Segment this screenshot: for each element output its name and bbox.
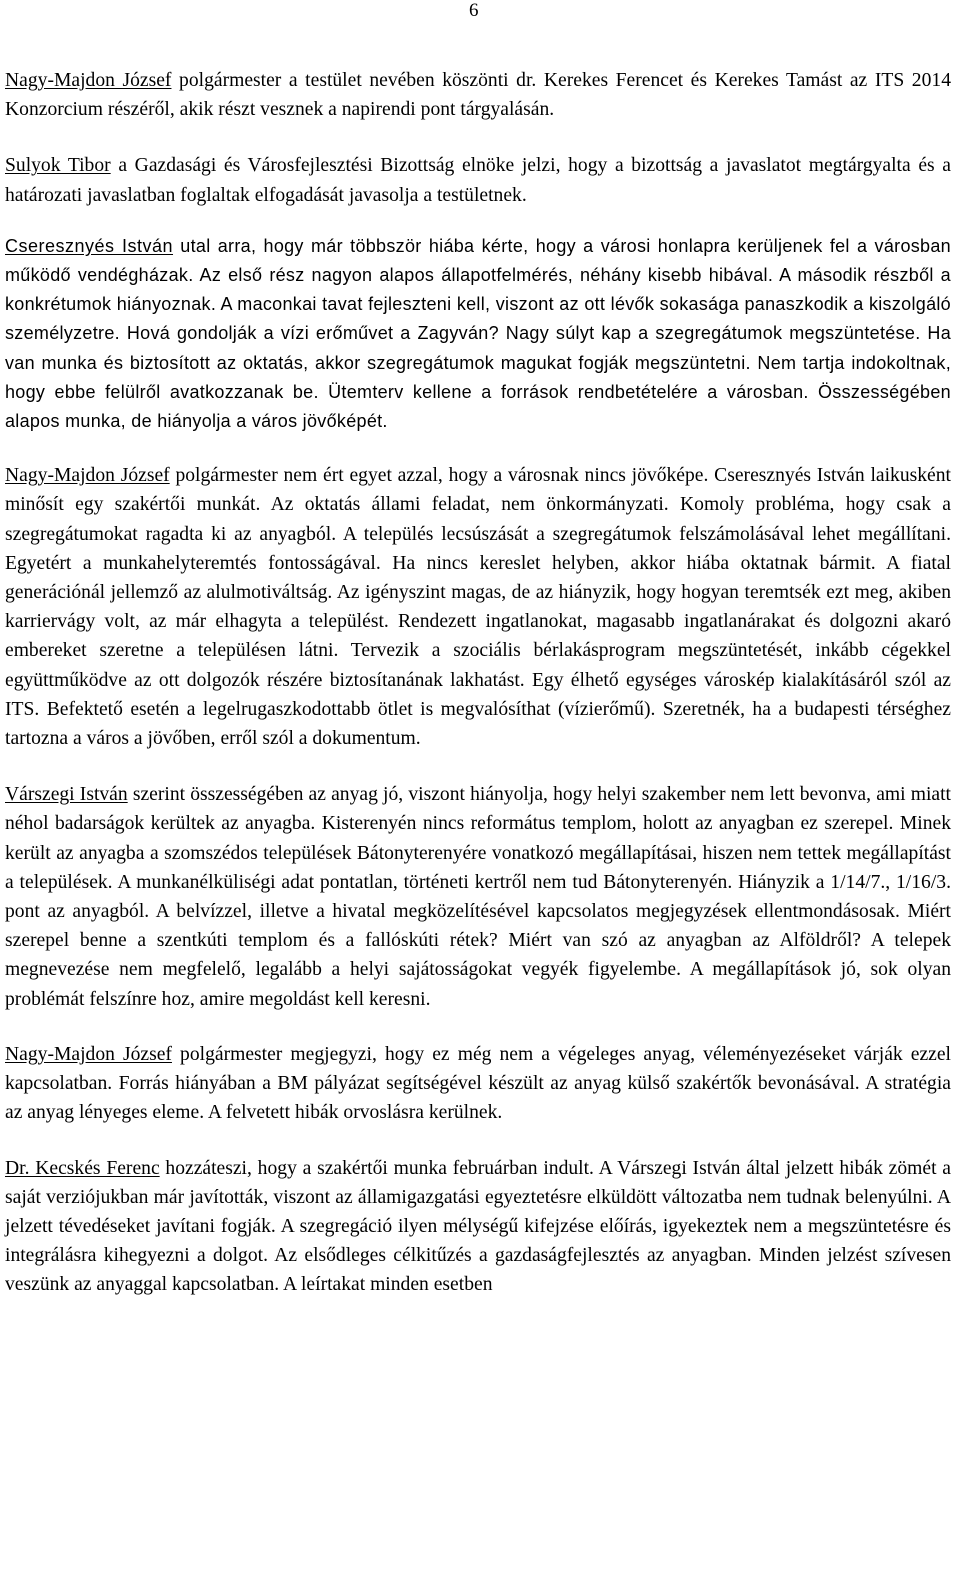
paragraph	[5, 232, 951, 436]
speaker-name: Nagy-Majdon József	[5, 1043, 172, 1065]
paragraph-text: a Gazdasági és Városfejlesztési Bizottság elnöke jelzi, hogy a bizottság a javaslatot megtárgyalta és a határozati javaslatban foglaltak elfogadását javasolja a testületnek.	[5, 155, 951, 206]
paragraph-text: hozzáteszi, hogy a szakértői munka februárban indult. A Várszegi István által jelzett hibák zömét a saját verziójukban már javították, viszont az államigazgatási egyeztetésre elküldött változatba nem tudnak belenyúlni. A jelzett tévedéseket javítani fogják. A szegregáció ilyen mélységű kifejzése előírás, igyekeztek nem a megszüntetésre és integrálásra kihegyezni a dolgot. Az elsődleges célkitűzés a gazdaságfejlesztés az anyagban. Minden jelzést szívesen veszünk az anyaggal kapcsolatban. A leírtakat minden esetben	[5, 1157, 951, 1296]
speaker-name: Nagy-Majdon József	[5, 465, 170, 487]
page-number: 6	[469, 0, 479, 21]
speaker-name: Várszegi István	[5, 784, 128, 806]
paragraph	[5, 1154, 951, 1300]
speaker-name: Dr. Kecskés Ferenc	[5, 1157, 160, 1179]
paragraph-text: szerint összességében az anyag jó, viszont hiányolja, hogy helyi szakember nem lett bevonva, ami miatt néhol badarságok kerültek az anyagba. Kisterenyén nincs református templom, holott az anyagban ez szerepel. Minek került az anyagba a szomszédos települések Bátonyterenyére vonatkozó megállapításai, hiszen nem tettek megállapítást a települések. A munkanélküliségi adat pontatlan, történeti kertről nem tud Bátonyterenyén. Hiányzik a 1/14/7., 1/16/3. pont az anyagból. A belvízzel, illetve a hivatal megközelítésével kapcsolatos megjegyzések ellentmondásosak. Miért szerepel benne a szentkúti templom és a fallóskúti rétek? Miért van szó az anyagban az Alföldről? A telepek megnevezése nem megfelelő, legalább a helyi sajátosságokat vegyék figyelembe. A megállapítások jó, sok olyan problémát felszínre hoz, amire megoldást kell keresni.	[5, 784, 951, 1010]
speaker-name: Nagy-Majdon József	[5, 70, 172, 91]
document-body	[5, 66, 951, 1328]
paragraph-text: polgármester nem ért egyet azzal, hogy a városnak nincs jövőképe. Cseresznyés István laikusként minősít egy szakértői munkát. Az oktatás állami feladat, nem önkormányzati. Komoly probléma, hogy csak a szegregátumokat ragadta ki az anyagból. A település lecsúszását a szegregátumok felszámolásával lehet megállítani. Egyetért a munkahelyteremtés fontosságával. Ha nincs kereslet helyben, akkor hiába oktatnak bármit. A fiatal generációnál jellemző az alulmotiváltság. Az igényszint magas, de az hiányzik, hogy hogyan teremtsék ezt meg, akiben karriervágy volt, az már elhagyta a települést. Rendezett ingatlanokat, magasabb ingatlanárakat és dolgozni akaró embereket szeretne a településen látni. Tervezik a szociális bérlakásprogram megszüntetését, inkább cégekkel együttműködve az ott dolgozók részére biztosítanának lakhatást. Egy élhető egységes városkép kialakításáról szól az ITS. Befektető esetén a legelrugaszkodottabb ötlet is megvalósíthat (vízierőmű). Szeretnék, ha a budapesti térséghez tartozna a város a jövőben, erről szól a dokumentum.	[5, 465, 951, 750]
speaker-name: Cseresznyés István	[5, 235, 174, 256]
paragraph	[5, 780, 951, 1014]
paragraph-text: polgármester a testület nevében köszönti dr. Kerekes Ferencet és Kerekes Tamást az ITS 2014 Konzorcium részéről, akik részt vesznek a napirendi pont tárgyalásán.	[5, 70, 951, 121]
paragraph	[5, 66, 951, 124]
paragraph-text: utal arra, hogy már többször hiába kérte, hogy a városi honlapra kerüljenek fel a városban működő vendégházak. Az első rész nagyon alapos állapotfelmérés, néhány kisebb hibával. A második részből a konkrétumok hiányoznak. A maconkai tavat fejleszteni kell, viszont az ott lévők sokasága panaszkodik a kiszolgáló személyzetre. Hová gondolják a vízi erőművet a Zagyván? Nagy súlyt kap a szegregátumok megszüntetése. Ha van munka és biztosított az oktatás, akkor szegregátumok magukat fogják megszüntetni. Nem tartja indokoltnak, hogy ebbe felülről avatkozzanak be. Ütemterv kellene a források rendbetételére a városban. Összességében alapos munka, de hiányolja a város jövőképét.	[5, 235, 951, 432]
paragraph	[5, 461, 951, 753]
speaker-name: Sulyok Tibor	[5, 155, 111, 177]
paragraph	[5, 151, 951, 209]
paragraph-text: polgármester megjegyzi, hogy ez még nem a végeleges anyag, véleményezéseket várják ezzel kapcsolatban. Forrás hiányában a BM pályázat segítségével készült az anyag külső szakértők bevonásával. A stratégia az anyag lényeges eleme. A felvetett hibák orvoslásra kerülnek.	[5, 1043, 951, 1124]
paragraph	[5, 1040, 951, 1128]
